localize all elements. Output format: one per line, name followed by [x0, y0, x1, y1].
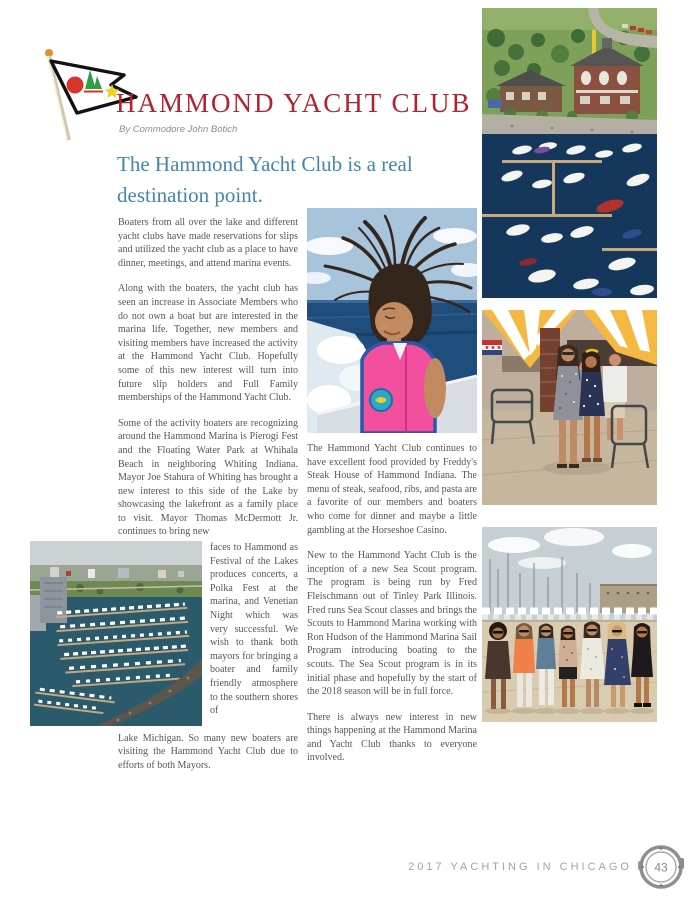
- clubhouse-marina-photo: [482, 8, 657, 298]
- middle-column: [307, 208, 477, 777]
- patio-friends-photo: [482, 310, 657, 505]
- women-group-pier-photo: [482, 527, 657, 722]
- photo-text-wrap: [118, 541, 298, 730]
- paragraph-closing: There is always new interest in new things happening at the Hammond Marina and Yacht Club thanks to everyone involved.: [307, 711, 477, 764]
- byline: By Commodore John Botich: [119, 124, 238, 135]
- paragraph-boaters: Boaters from all over the lake and different yacht clubs have made reservations for slips and utilized the yacht club as a place to have dinner, meetings, and attend marina events.: [118, 217, 298, 269]
- paragraph-food: The Hammond Yacht Club continues to have excellent food provided by Freddy's Steak House of Hammond Indiana. The menu of steak, seafood, ribs, and pasta are a favorite of our members and boaters who come for dinner and maybe a little gambling at the Horseshoe Casino.: [307, 443, 477, 536]
- paragraph-festivals-intro: Some of the activity boaters are recognizing around the Hammond Marina is Pierogi Fest and the Floating Water Park at Whihala Beach in neighboring Whiting Indiana. Mayor Joe Stahura of Whiting has brought a new interest to this side of the Lake by showcasing the lakefront as a family place to visit. Mayor Thomas McDermott Jr. continues to bring new: [118, 417, 298, 538]
- girl-on-boat-photo: [307, 208, 477, 433]
- right-photo-column: [482, 8, 657, 722]
- hammond-marina-aerial-photo: [30, 541, 202, 726]
- page-number: 43: [654, 860, 668, 875]
- paragraph-sea-scouts: New to the Hammond Yacht Club is the inception of a new Sea Scout program. The program is being run by Fred Fleischmann out of Tinley Park Illinois. Fred runs Sea Scout classes and brings the Scouts to Hammond Marina working with Ron Hudson of the Hammond Marina Sail Program introducing boating to the scouts. The Sea Scout program is in its initial phase and hopefully by the start of the 2018 season will be in full force.: [307, 550, 477, 698]
- article-title: HAMMOND YACHT CLUB: [116, 88, 472, 118]
- paragraph-festivals-end: Lake Michigan. So many new boaters are visiting the Hammond Yacht Club due to efforts of both Mayors.: [118, 732, 298, 771]
- page-number-badge: [638, 844, 684, 890]
- paragraph-festivals-wrapped: faces to Hammond as Festival of the Lakes produces concerts, a Polka Fest at the marina, and Venetian Night which was very successful. We wish to thank both mayors for bringing a boater and family friendly atmosphere to the southern shores of: [210, 542, 298, 717]
- left-column: [118, 216, 298, 785]
- magazine-name: 2017 YACHTING IN CHICAGO: [408, 861, 632, 873]
- lede-heading: The Hammond Yacht Club is a real destination point.: [117, 152, 413, 207]
- paragraph-members: Along with the boaters, the yacht club has seen an increase in Associate Members who do not own a boat but are interested in the marina life. Together, new members and visiting members have increased the activity at the Hammond Yacht Club. Hopefully some of this new interest will turn into future slip holders and Full Family memberships of the Hammond Yacht Club.: [118, 283, 298, 404]
